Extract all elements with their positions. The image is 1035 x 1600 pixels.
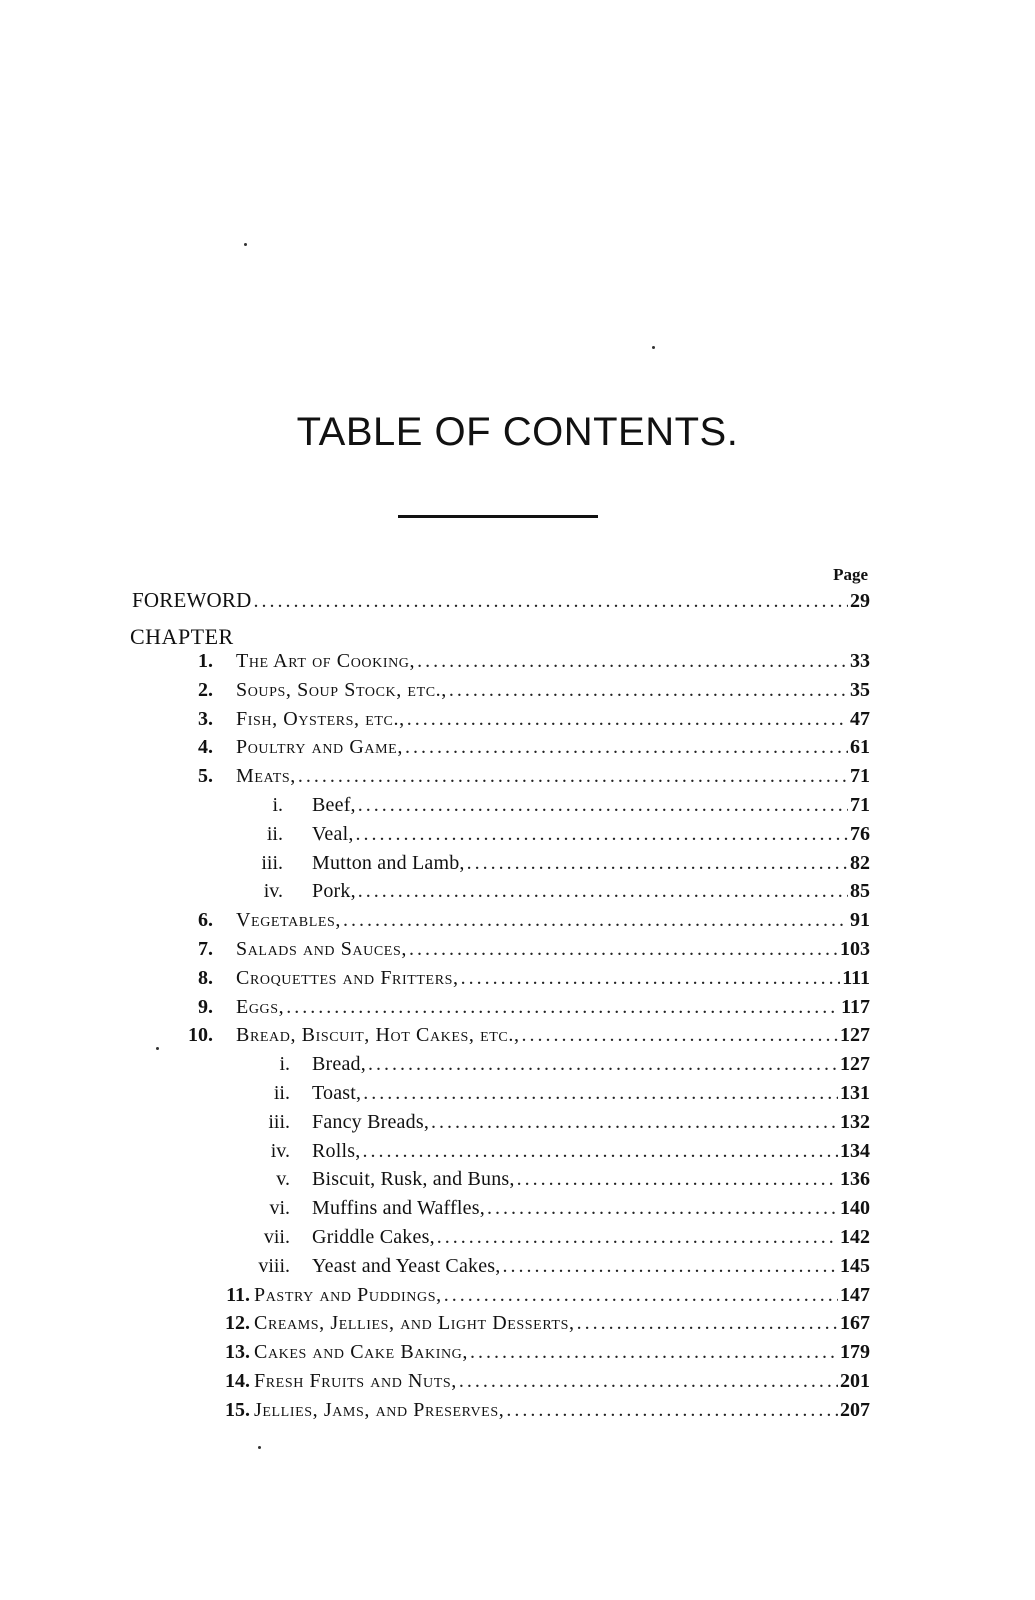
leader-dots [407,708,848,731]
toc-entry-label: Pork, [312,880,356,903]
toc-entry [0,736,1035,765]
toc-entry-page: 47 [850,707,870,730]
toc-entry [0,852,1035,881]
toc-entry-number: iii. [268,1110,290,1133]
leader-dots [362,1140,838,1163]
toc-entry [0,679,1035,708]
leader-dots [449,679,848,702]
toc-entry-label: Yeast and Yeast Cakes, [312,1254,501,1277]
toc-entry-number: i. [272,794,283,816]
toc-entry-label: Pastry and Puddings, [254,1283,442,1306]
toc-entry-label: Salads and Sauces, [236,938,407,960]
toc-entry-number: vii. [263,1226,290,1248]
leader-dots [405,736,848,759]
toc-entry-page: 33 [850,650,870,672]
toc-entry-label: Veal, [312,822,354,845]
toc-entry [0,1111,1035,1140]
toc-entry-page: 117 [841,995,870,1018]
toc-entry-label: Mutton and Lamb, [312,851,465,874]
toc-entry-label: Toast, [312,1082,362,1104]
toc-entry [0,1370,1035,1399]
leader-dots [417,650,848,673]
toc-entry-number: iii. [261,851,283,874]
toc-entry-number: viii. [258,1254,290,1277]
toc-entry-page: 131 [840,1082,870,1104]
toc-entry-label: Griddle Cakes, [312,1226,435,1248]
toc-entry-foreword [0,588,1035,617]
toc-entry-label: The Art of Cooking, [236,650,416,672]
toc-entry [0,650,1035,679]
toc-entry-number: 5. [198,765,213,788]
leader-dots [470,1341,838,1364]
toc-entry-number: 13. [225,1341,250,1364]
leader-dots [577,1312,838,1335]
leader-dots [517,1168,838,1191]
toc-entry [0,1312,1035,1341]
toc-entry [0,1082,1035,1111]
toc-entry [0,967,1035,996]
toc-entry-page: 179 [840,1341,870,1364]
toc-entry-label: Eggs, [236,995,285,1018]
toc-entry [0,823,1035,852]
leader-dots [461,967,841,990]
toc-entry [0,1284,1035,1313]
toc-entry [0,1255,1035,1284]
toc-entry [0,1053,1035,1082]
toc-entry-page: 91 [850,909,870,932]
toc-entry-page: 145 [840,1254,870,1277]
toc-entry-label: Jellies, Jams, and Preserves, [254,1398,505,1421]
toc-entry-label: Creams, Jellies, and Light Desserts, [254,1312,575,1335]
toc-entry-page: 140 [840,1197,870,1220]
toc-entry-label: Rolls, [312,1139,361,1162]
toc-entry-page: 134 [840,1139,870,1162]
toc-entry-number: i. [279,1053,290,1076]
toc-entry-page: 71 [850,794,870,816]
toc-entry-label: Bread, Biscuit, Hot Cakes, etc., [236,1024,520,1047]
toc-entry [0,938,1035,967]
toc-entry [0,1168,1035,1197]
toc-entry-label: Poultry and Game, [236,736,403,759]
leader-dots [298,765,848,788]
leader-dots [343,909,848,932]
toc-entry-page: 111 [842,966,870,989]
leader-dots [286,996,839,1019]
leader-dots [356,823,848,846]
toc-entry-page: 127 [840,1024,870,1047]
toc-entry-label: Meats, [236,765,296,788]
toc-entry-page: 201 [840,1370,870,1392]
toc-entry [0,996,1035,1025]
toc-entry-number: vi. [269,1197,290,1220]
toc-entry-page: 82 [850,851,870,874]
page-title: TABLE OF CONTENTS. [296,410,739,454]
leader-dots [459,1370,838,1393]
toc-entry-label: Beef, [312,794,356,816]
toc-entry-number: v. [276,1168,290,1191]
toc-entry-number: 11. [226,1283,250,1306]
toc-entry [0,1197,1035,1226]
page-speck [258,1446,261,1449]
toc-entry-number: 10. [188,1024,213,1047]
toc-entry-page: 127 [840,1053,870,1076]
page-speck [652,346,655,349]
toc-entry [0,794,1035,823]
toc-entry-number: 2. [198,678,213,701]
toc-entry-page: 207 [840,1398,870,1421]
toc-entry-page: 35 [850,678,870,701]
toc-entry-page: 85 [850,880,870,903]
toc-entry-label: Fresh Fruits and Nuts, [254,1370,457,1392]
toc-entry-number: 4. [198,736,213,759]
toc-entry-label: Biscuit, Rusk, and Buns, [312,1168,515,1191]
toc-entry-number: 8. [198,966,213,989]
leader-dots [444,1284,838,1307]
toc-entry-page: 103 [840,938,870,960]
leader-dots [409,938,838,961]
page-column-label: Page [833,565,868,584]
toc-entry-page: 142 [840,1226,870,1248]
toc-entry [0,1024,1035,1053]
toc-entry [0,1341,1035,1370]
leader-dots [437,1226,838,1249]
toc-entry [0,909,1035,938]
toc-entry-number: 14. [225,1370,250,1392]
toc-entry-number: 6. [198,909,213,932]
toc-entry-number: 15. [225,1398,250,1421]
toc-entry-number: 9. [198,995,213,1018]
toc-entry-page: 76 [850,822,870,845]
toc-entry-label: FOREWORD [132,588,252,612]
toc-entry-label: Bread, [312,1053,366,1076]
leader-dots [522,1024,838,1047]
leader-dots [253,590,848,613]
toc-entry-page: 132 [840,1110,870,1133]
leader-dots [363,1082,838,1105]
leader-dots [358,880,848,903]
toc-entry-label: Cakes and Cake Baking, [254,1341,468,1364]
leader-dots [487,1197,838,1220]
leader-dots [358,794,848,817]
toc-entry-page: 29 [850,590,870,612]
toc-entry-label: Vegetables, [236,909,342,932]
toc-entry [0,1140,1035,1169]
toc-entry-label: Fish, Oysters, etc., [236,707,405,730]
toc-entry-page: 136 [840,1168,870,1191]
toc-entry-number: iv. [263,880,283,903]
toc-entry-label: Fancy Breads, [312,1110,430,1133]
toc-entry-number: ii. [273,1082,290,1104]
page-speck [244,243,247,246]
toc-entry [0,880,1035,909]
leader-dots [502,1255,838,1278]
toc-entry-page: 71 [850,765,870,788]
toc-entry-page: 147 [840,1283,870,1306]
toc-entry-number: iv. [270,1139,290,1162]
toc-entry-page: 167 [840,1312,870,1335]
toc-entry-label: Muffins and Waffles, [312,1197,485,1220]
toc-entry-number: 12. [225,1312,250,1335]
toc-entry-page: 61 [850,736,870,759]
toc-entry [0,1226,1035,1255]
toc-entry-number: ii. [266,822,283,845]
toc-entry-number: 3. [198,707,213,730]
toc-entry [0,1399,1035,1428]
chapter-heading: CHAPTER [130,624,234,649]
leader-dots [467,852,848,875]
toc-entry [0,708,1035,737]
leader-dots [506,1399,838,1422]
toc-entry-number: 7. [198,938,213,960]
toc-entry-number: 1. [198,650,213,672]
toc-entry-label: Croquettes and Fritters, [236,966,459,989]
leader-dots [368,1053,838,1076]
leader-dots [431,1111,838,1134]
title-rule [398,515,598,518]
toc-entry-label: Soups, Soup Stock, etc., [236,678,447,701]
toc-entry [0,765,1035,794]
